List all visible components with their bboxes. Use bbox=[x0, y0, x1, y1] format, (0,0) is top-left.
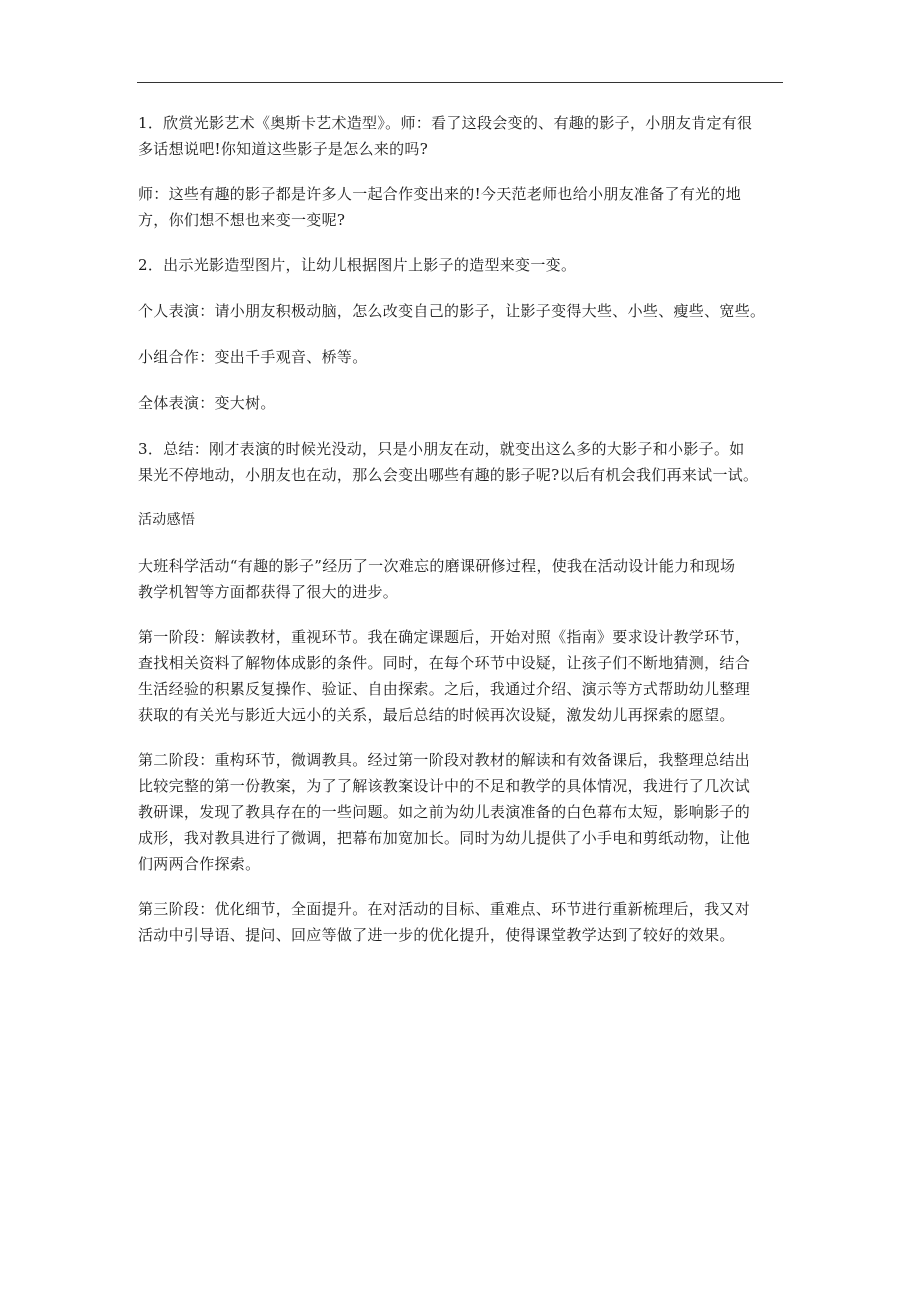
paragraph-whole-class-performance: 全体表演：变大树。 bbox=[138, 394, 276, 412]
paragraph-individual-performance: 个人表演：请小朋友积极动脑，怎么改变自己的影子，让影子变得大些、小些、瘦些、宽些。 bbox=[138, 302, 766, 320]
paragraph-activity-step-1: 1．欣赏光影艺术《奥斯卡艺术造型》。师：看了这段会变的、有趣的影子，小朋友肯定有很 多话想说吧!你知道这些影子是怎么来的吗? bbox=[138, 114, 753, 158]
paragraph-reflection-intro: 大班科学活动“有趣的影子”经历了一次难忘的磨课研修过程，使我在活动设计能力和现场 教学机智等方面都获得了很大的进步。 bbox=[138, 557, 736, 601]
header-rule bbox=[137, 82, 783, 83]
paragraph-stage-two: 第二阶段：重构环节，微调教具。经过第一阶段对教材的解读和有效备课后，我整理总结出 比较完整的第一份教案，为了了解该教案设计中的不足和教学的具体情况，我进行了几次试 教研课，发现了教具存在的一些问题。如之前为幼儿表演准备的白色幕布太短，影响影子的 成形，我对教具进行了微调，把幕布加宽加长。同时为幼儿提供了小手电和剪纸动物，让他 们两两合作探索。 bbox=[138, 751, 751, 873]
paragraph-stage-one: 第一阶段：解读教材，重视环节。我在确定课题后，开始对照《指南》要求设计教学环节， 查找相关资料了解物体成影的条件。同时，在每个环节中设疑，让孩子们不断地猜测，结合 生活经验的积累反复操作、验证、自由探索。之后，我通过介绍、演示等方式帮助幼儿整理 获取的有关光与影近大远小的关系，最后总结的时候再次设疑，激发幼儿再探索的愿望。 bbox=[138, 628, 751, 724]
paragraph-group-cooperation: 小组合作：变出千手观音、桥等。 bbox=[138, 348, 368, 366]
paragraph-activity-step-2: 2．出示光影造型图片，让幼儿根据图片上影子的造型来变一变。 bbox=[138, 256, 577, 274]
paragraph-activity-step-3: 3．总结：刚才表演的时候光没动，只是小朋友在动，就变出这么多的大影子和小影子。如 果光不停地动，小朋友也在动，那么会变出哪些有趣的影子呢?以后有机会我们再来试一试。 bbox=[138, 440, 759, 484]
paragraph-stage-three: 第三阶段：优化细节，全面提升。在对活动的目标、重难点、环节进行重新梳理后，我又对 活动中引导语、提问、回应等做了进一步的优化提升，使得课堂教学达到了较好的效果。 bbox=[138, 900, 751, 944]
paragraph-teacher-prompt: 师：这些有趣的影子都是许多人一起合作变出来的!今天范老师也给小朋友准备了有光的地 方，你们想不想也来变一变呢? bbox=[138, 185, 742, 229]
document-body bbox=[138, 110, 788, 967]
section-heading-reflection: 活动感悟 bbox=[138, 512, 196, 528]
